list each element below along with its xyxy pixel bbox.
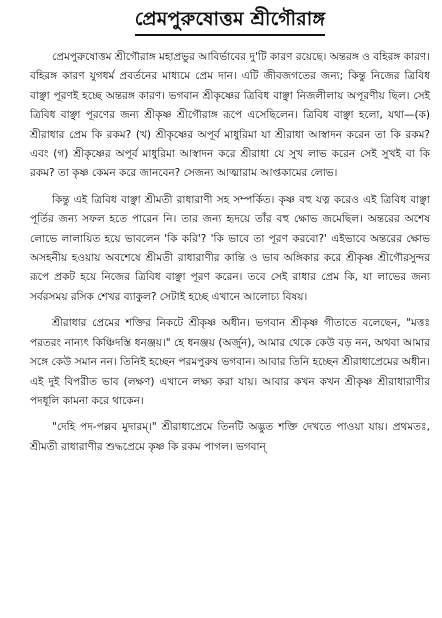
paragraph-4: "দেহি পদ-পল্লব মুদারম্।" শ্রীরাধাপ্রেমে তিনটি অদ্ভুত শক্তি দেখতে পাওয়া যায়। প্রথমতঃ, শ্রীমতী রাধারাণীর শুদ্ধপ্রেমে কৃষ্ণ কি রকম পাগল। ভগবান্ [30,421,430,453]
paragraph-3: শ্রীরাধার প্রেমের শক্তির নিকটে শ্রীকৃষ্ণ অধীন। ভগবান শ্রীকৃষ্ণ গীতাতে বলেছেন, "মত্তঃ পরতরং নান্যৎ কিঞ্চিদস্তি ধনঞ্জয়।" হে ধনঞ্জয় (অর্জুন), আমার থেকে কেউ বড় নন, অথবা আমার সঙ্গে কেউ সমান নন। তিনিই হচ্ছেন পরমপুরুষ ভগবান। আবার তিনি হচ্ছেন শ্রীরাধাপ্রেমের অধীন। এই দুই বিপরীত ভাব (লক্ষণ) এখানে লক্ষ্য করা যায়। আবার কখন কখন শ্রীকৃষ্ণ শ্রীরাধারাণীর পদধূলি কামনা করে থাকেন। [30,317,430,407]
chapter-title: প্রেমপুরুষোত্তম শ্রীগৌরাঙ্গ [135,6,326,36]
chapter-heading [30,6,430,36]
paragraph-2: কিন্তু এই ত্রিবিধ বাঞ্ছা শ্রীমতী রাধারাণী সহ সম্পর্কিত। কৃষ্ণ বহু যত্ন করেও এই ত্রিবিধ বাঞ্ছা পূর্তির জন্য সফল হতে পারেন নি। তার জন্য হৃদয়ে তাঁর বহু ক্ষোভ জমেছিল। অন্তরের অশেষ লোভে লালায়িত হয়ে ভাবলেন 'কি করি'? 'কি ভাবে তা পূরণ করবো?' এইভাবে অন্তরের ক্ষোভ অসহনীয় হওয়ায় অবশেষে শ্রীমতী রাধারাণীর কান্তি ও ভাব অঙ্গিকার করে শ্রীকৃষ্ণ শ্রীগৌরসুন্দর রূপে প্রকট হয়ে নিজের ত্রিবিধ বাঞ্ছা পূরণ করেন। তবে সেই রাধার প্রেম কি, যা লাভের জন্য সর্বরসময় রসিক শেখর ব্যাকুল? সেটাই হচ্ছে এখানে আলোচ্য বিষয়। [30,193,430,303]
paragraph-1: প্রেমপুরুষোত্তম শ্রীগৌরাঙ্গ মহাপ্রভুর আবির্ভাবের দু'টি কারণ রয়েছে। অন্তরঙ্গ ও বহিরঙ্গ কারণ। বহিরঙ্গ কারণ যুগধর্ম প্রবর্তনের মাধ্যমে প্রেম দান। এটি জীবজগতের জন্য; কিন্তু নিজের ত্রিবিধ বাঞ্ছা পূরণই হচ্ছে অন্তরঙ্গ কারণ। ভগবান শ্রীকৃষ্ণের ত্রিবিধ বাঞ্ছা নিজলীলায় অপূরণীয় ছিল। সেই ত্রিবিধ বাঞ্ছা পূরণের জন্য শ্রীকৃষ্ণ শ্রীগৌরাঙ্গ রূপে এসেছিলেন। ত্রিবিধ বাঞ্ছা হলো, যথা—(ক) শ্রীরাধার প্রেম কি রকম? (খ) শ্রীকৃষ্ণের অপূর্ব মাধুরিমা যা শ্রীরাধা আস্বাদন করেন তা কি রকম? এবং (গ) শ্রীকৃষ্ণের অপূর্ব মাধুরিমা আস্বাদন করে শ্রীরাধা যে সুখ লাভ করেন সেই সুখই বা কি রকম? তা কৃষ্ণ কেমন করে জানবেন? সেজন্য আত্মারাম আপ্তকামের লোভ। [30,51,430,180]
